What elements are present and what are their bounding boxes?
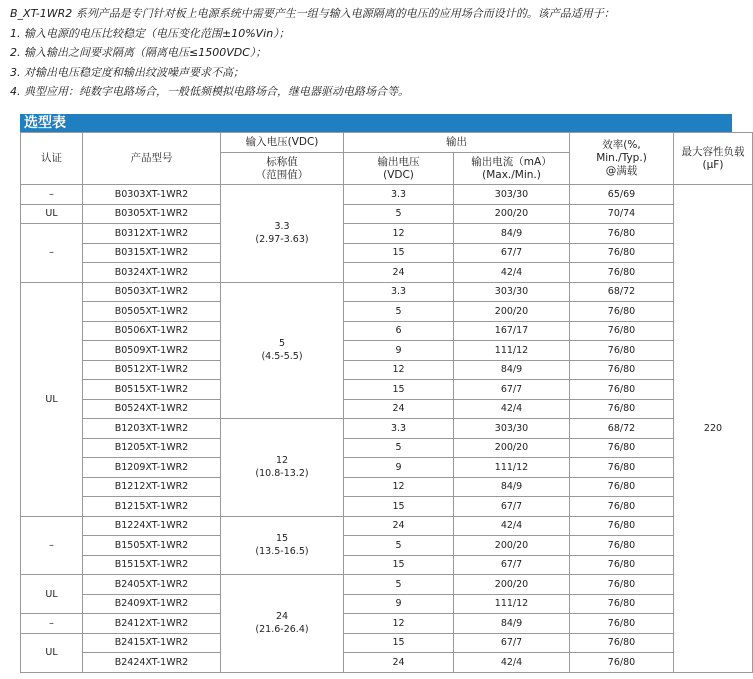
output-current-cell: 200/20 — [454, 302, 570, 322]
output-voltage-cell: 15 — [344, 380, 454, 400]
table-row — [21, 419, 753, 439]
model-cell: B0324XT-1WR2 — [83, 263, 221, 283]
model-cell: B2405XT-1WR2 — [83, 575, 221, 595]
model-cell: B2409XT-1WR2 — [83, 594, 221, 614]
header-range-label: （范围值） — [255, 168, 309, 181]
output-current-cell: 84/9 — [454, 360, 570, 380]
model-cell: B1205XT-1WR2 — [83, 438, 221, 458]
cert-cell: – — [21, 185, 83, 205]
output-voltage-cell: 24 — [344, 399, 454, 419]
efficiency-cell: 68/72 — [570, 282, 674, 302]
efficiency-cell: 76/80 — [570, 555, 674, 575]
efficiency-cell: 76/80 — [570, 302, 674, 322]
header-efficiency-line3: @满载 — [605, 165, 638, 177]
output-voltage-cell: 5 — [344, 536, 454, 556]
efficiency-cell: 68/72 — [570, 419, 674, 439]
table-row — [21, 614, 753, 634]
cert-cell: UL — [21, 282, 83, 516]
cert-cell: – — [21, 224, 83, 283]
input-range: (10.8-13.2) — [255, 468, 309, 480]
output-voltage-cell: 5 — [344, 575, 454, 595]
output-voltage-cell: 3.3 — [344, 282, 454, 302]
efficiency-cell: 76/80 — [570, 341, 674, 361]
efficiency-cell: 76/80 — [570, 575, 674, 595]
input-nominal: 15 — [275, 533, 289, 545]
output-current-cell: 84/9 — [454, 614, 570, 634]
model-cell: B1224XT-1WR2 — [83, 516, 221, 536]
model-cell: B0505XT-1WR2 — [83, 302, 221, 322]
input-range: (21.6-26.4) — [255, 624, 309, 636]
header-out-current — [454, 153, 570, 185]
header-max-cap-line2: (µF) — [702, 158, 724, 171]
intro-line: B_XT-1WR2 系列产品是专门针对板上电源系统中需要产生一组与输入电源隔离的电压的应用场合而设计的。该产品适用于： — [10, 7, 615, 20]
table-row — [21, 399, 753, 419]
selection-table — [20, 132, 753, 673]
model-cell: B0512XT-1WR2 — [83, 360, 221, 380]
header-efficiency-line2: Min./Typ.) — [596, 152, 647, 164]
section-title: 选型表 — [20, 114, 732, 132]
header-output: 输出 — [344, 133, 570, 153]
input-range: (4.5-5.5) — [261, 351, 303, 363]
model-cell: B1515XT-1WR2 — [83, 555, 221, 575]
output-current-cell: 42/4 — [454, 263, 570, 283]
input-nominal: 3.3 — [274, 221, 290, 233]
input-nominal: 12 — [275, 455, 289, 467]
header-out-current-unit: (Max./Min.) — [482, 168, 541, 181]
intro-line: 4. 典型应用：纯数字电路场合，一般低频模拟电路场合，继电器驱动电路场合等。 — [10, 85, 409, 98]
table-row — [21, 555, 753, 575]
efficiency-cell: 76/80 — [570, 360, 674, 380]
model-cell: B0515XT-1WR2 — [83, 380, 221, 400]
table-row — [21, 360, 753, 380]
table-row — [21, 321, 753, 341]
efficiency-cell: 76/80 — [570, 497, 674, 517]
cert-cell: – — [21, 516, 83, 575]
input-voltage-cell — [221, 575, 344, 673]
efficiency-cell: 76/80 — [570, 243, 674, 263]
output-current-cell: 303/30 — [454, 419, 570, 439]
output-current-cell: 67/7 — [454, 497, 570, 517]
efficiency-cell: 76/80 — [570, 614, 674, 634]
input-nominal: 5 — [278, 338, 286, 350]
table-row — [21, 282, 753, 302]
table-body — [21, 185, 753, 673]
table-row — [21, 204, 753, 224]
header-input-voltage: 输入电压(VDC) — [221, 133, 344, 153]
output-current-cell: 303/30 — [454, 185, 570, 205]
model-cell: B0315XT-1WR2 — [83, 243, 221, 263]
output-voltage-cell: 24 — [344, 516, 454, 536]
output-voltage-cell: 15 — [344, 555, 454, 575]
input-range: (2.97-3.63) — [255, 234, 309, 246]
model-cell: B1203XT-1WR2 — [83, 419, 221, 439]
output-voltage-cell: 12 — [344, 477, 454, 497]
efficiency-cell: 76/80 — [570, 594, 674, 614]
output-current-cell: 42/4 — [454, 399, 570, 419]
input-nominal: 24 — [275, 611, 289, 623]
output-current-cell: 67/7 — [454, 243, 570, 263]
model-cell: B2415XT-1WR2 — [83, 633, 221, 653]
output-current-cell: 167/17 — [454, 321, 570, 341]
efficiency-cell: 70/74 — [570, 204, 674, 224]
intro-line: 3. 对输出电压稳定度和输出纹波噪声要求不高； — [10, 65, 244, 79]
header-out-voltage-unit: (VDC) — [383, 168, 414, 181]
header-out-voltage-label: 输出电压 — [377, 155, 420, 168]
input-voltage-cell — [221, 185, 344, 283]
output-voltage-cell: 5 — [344, 302, 454, 322]
output-voltage-cell: 12 — [344, 614, 454, 634]
table-row — [21, 594, 753, 614]
header-efficiency — [570, 133, 674, 185]
output-voltage-cell: 15 — [344, 243, 454, 263]
header-efficiency-line1: 效率(%, — [602, 139, 641, 151]
output-current-cell: 111/12 — [454, 341, 570, 361]
model-cell: B0312XT-1WR2 — [83, 224, 221, 244]
output-current-cell: 111/12 — [454, 458, 570, 478]
input-voltage-cell — [221, 419, 344, 517]
table-row — [21, 516, 753, 536]
efficiency-cell: 76/80 — [570, 477, 674, 497]
output-voltage-cell: 6 — [344, 321, 454, 341]
input-voltage-cell — [221, 516, 344, 575]
model-cell: B0524XT-1WR2 — [83, 399, 221, 419]
model-cell: B1212XT-1WR2 — [83, 477, 221, 497]
intro-line: 1. 输入电源的电压比较稳定（电压变化范围±10%Vin）； — [10, 26, 290, 40]
output-current-cell: 200/20 — [454, 536, 570, 556]
table-row — [21, 263, 753, 283]
table-row — [21, 243, 753, 263]
output-voltage-cell: 9 — [344, 341, 454, 361]
header-model: 产品型号 — [83, 133, 221, 185]
table-row — [21, 458, 753, 478]
output-current-cell: 111/12 — [454, 594, 570, 614]
output-current-cell: 84/9 — [454, 224, 570, 244]
table-row — [21, 653, 753, 673]
output-voltage-cell: 24 — [344, 653, 454, 673]
table-row — [21, 497, 753, 517]
header-cert: 认证 — [21, 133, 83, 185]
output-voltage-cell: 12 — [344, 224, 454, 244]
header-nominal-label: 标称值 — [266, 155, 298, 168]
table-row — [21, 477, 753, 497]
output-voltage-cell: 12 — [344, 360, 454, 380]
header-nominal — [221, 153, 344, 185]
table-row — [21, 438, 753, 458]
output-voltage-cell: 3.3 — [344, 185, 454, 205]
output-current-cell: 200/20 — [454, 575, 570, 595]
model-cell: B2424XT-1WR2 — [83, 653, 221, 673]
efficiency-cell: 76/80 — [570, 653, 674, 673]
intro-line: 2. 输入输出之间要求隔离（隔离电压≤1500VDC）； — [10, 46, 267, 59]
output-voltage-cell: 15 — [344, 497, 454, 517]
model-cell: B0503XT-1WR2 — [83, 282, 221, 302]
efficiency-cell: 76/80 — [570, 263, 674, 283]
model-cell: B0303XT-1WR2 — [83, 185, 221, 205]
output-current-cell: 42/4 — [454, 653, 570, 673]
intro-text — [10, 4, 730, 102]
table-row — [21, 185, 753, 205]
output-current-cell: 67/7 — [454, 555, 570, 575]
table-row — [21, 575, 753, 595]
cert-cell: UL — [21, 575, 83, 614]
efficiency-cell: 76/80 — [570, 516, 674, 536]
table-row — [21, 536, 753, 556]
efficiency-cell: 65/69 — [570, 185, 674, 205]
table-row — [21, 380, 753, 400]
output-voltage-cell: 9 — [344, 594, 454, 614]
model-cell: B0305XT-1WR2 — [83, 204, 221, 224]
table-row — [21, 224, 753, 244]
header-max-cap — [674, 133, 753, 185]
model-cell: B0509XT-1WR2 — [83, 341, 221, 361]
efficiency-cell: 76/80 — [570, 438, 674, 458]
model-cell: B1215XT-1WR2 — [83, 497, 221, 517]
model-cell: B1209XT-1WR2 — [83, 458, 221, 478]
output-voltage-cell: 15 — [344, 633, 454, 653]
input-voltage-cell — [221, 282, 344, 419]
cert-cell: UL — [21, 204, 83, 224]
header-out-voltage — [344, 153, 454, 185]
output-current-cell: 67/7 — [454, 633, 570, 653]
output-voltage-cell: 5 — [344, 204, 454, 224]
output-current-cell: 200/20 — [454, 204, 570, 224]
output-current-cell: 84/9 — [454, 477, 570, 497]
output-voltage-cell: 9 — [344, 458, 454, 478]
input-range: (13.5-16.5) — [255, 546, 309, 558]
table-row — [21, 633, 753, 653]
cert-cell: UL — [21, 633, 83, 672]
cert-cell: – — [21, 614, 83, 634]
efficiency-cell: 76/80 — [570, 224, 674, 244]
table-row — [21, 302, 753, 322]
efficiency-cell: 76/80 — [570, 399, 674, 419]
output-current-cell: 200/20 — [454, 438, 570, 458]
table-row — [21, 341, 753, 361]
output-current-cell: 303/30 — [454, 282, 570, 302]
output-voltage-cell: 24 — [344, 263, 454, 283]
model-cell: B2412XT-1WR2 — [83, 614, 221, 634]
output-voltage-cell: 5 — [344, 438, 454, 458]
output-current-cell: 67/7 — [454, 380, 570, 400]
output-current-cell: 42/4 — [454, 516, 570, 536]
efficiency-cell: 76/80 — [570, 321, 674, 341]
max-cap-cell: 220 — [674, 185, 753, 673]
efficiency-cell: 76/80 — [570, 380, 674, 400]
efficiency-cell: 76/80 — [570, 536, 674, 556]
model-cell: B1505XT-1WR2 — [83, 536, 221, 556]
efficiency-cell: 76/80 — [570, 633, 674, 653]
model-cell: B0506XT-1WR2 — [83, 321, 221, 341]
efficiency-cell: 76/80 — [570, 458, 674, 478]
header-out-current-label: 输出电流（mA） — [471, 155, 552, 168]
header-max-cap-line1: 最大容性负载 — [681, 145, 745, 158]
output-voltage-cell: 3.3 — [344, 419, 454, 439]
